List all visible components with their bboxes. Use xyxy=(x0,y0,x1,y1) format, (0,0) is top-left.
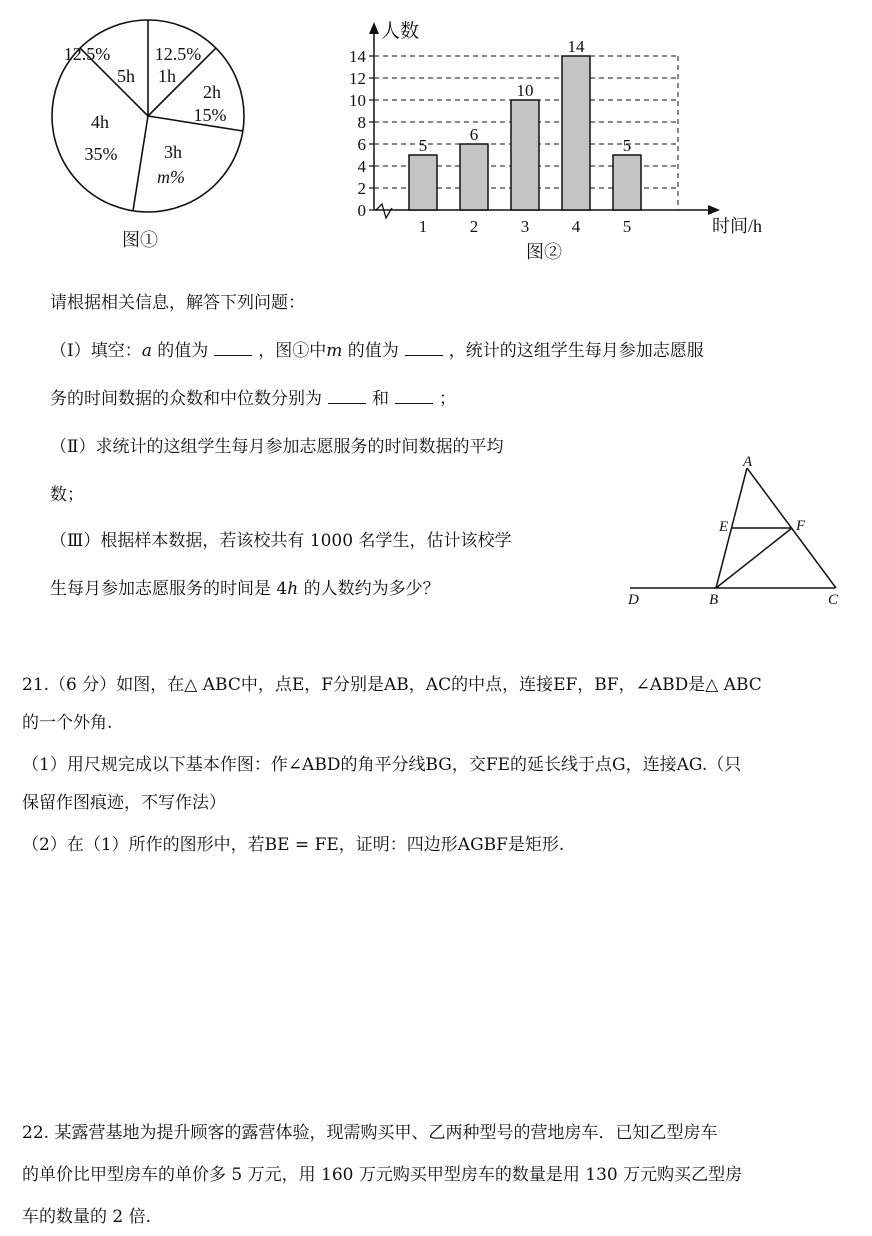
var-a: a xyxy=(141,341,152,361)
q20-part1-line2 xyxy=(50,388,456,410)
x-tick-label-5: 5 xyxy=(622,217,632,236)
var-h: h xyxy=(287,579,299,599)
y-tick-label-14: 14 xyxy=(349,47,366,66)
pie-label-2h: 2h xyxy=(203,82,221,102)
point-d-label: D xyxy=(628,592,639,608)
bar-5 xyxy=(613,155,641,210)
point-e-label: E xyxy=(719,519,729,535)
bar-label-2: 6 xyxy=(469,125,479,144)
y-tick-label-2: 2 xyxy=(357,179,366,198)
q20-part3-c: 的人数约为多少？ xyxy=(298,579,440,599)
q20-part1-g: 和 xyxy=(372,389,389,409)
x-tick-label-1: 1 xyxy=(418,217,428,236)
q20-part1-e: ，统计的这组学生每月参加志愿服 xyxy=(448,341,704,361)
blank-mode xyxy=(328,389,366,404)
x-tick-label-3: 3 xyxy=(520,217,530,236)
y-tick-label-6: 6 xyxy=(357,135,366,154)
blank-median xyxy=(395,389,433,404)
pie-label-1h: 1h xyxy=(158,66,176,86)
q20-part2-line1: （Ⅱ）求统计的这组学生每月参加志愿服务的时间数据的平均 xyxy=(50,437,504,457)
q20-part1-line1 xyxy=(50,340,704,362)
bar-4 xyxy=(562,56,590,210)
bar-2 xyxy=(460,144,488,210)
bar-label-3: 10 xyxy=(516,81,534,100)
q20-part1-f: 务的时间数据的众数和中位数分别为 xyxy=(50,389,322,409)
y-tick-label-10: 10 xyxy=(349,91,366,110)
bar-label-1: 5 xyxy=(418,136,428,155)
pie-label-3h-pct: m% xyxy=(157,167,185,187)
q20-part1-h: ； xyxy=(439,389,456,409)
bar-label-5: 5 xyxy=(622,136,632,155)
y-axis-label: 人数 xyxy=(380,21,420,42)
point-c-label: C xyxy=(828,592,839,608)
pie-chart xyxy=(40,8,260,270)
pie-label-2h-pct: 15% xyxy=(193,105,227,125)
bar-3 xyxy=(511,100,539,210)
segment-bf xyxy=(716,528,792,588)
pie-label-4h: 4h xyxy=(91,112,109,132)
point-b-label: B xyxy=(709,592,719,608)
bar-chart-caption: 图② xyxy=(526,242,562,262)
q20-part1-d: 的值为 xyxy=(342,341,399,361)
q20-part2-line2: 数； xyxy=(50,485,84,505)
pie-label-1h-pct: 12.5% xyxy=(154,44,202,64)
y-tick-label-12: 12 xyxy=(349,69,366,88)
point-f-label: F xyxy=(796,518,806,534)
q21-line4: 保留作图痕迹，不写作法） xyxy=(22,793,226,813)
q22-line1: 22. 某露营基地为提升顾客的露营体验，现需购买甲、乙两种型号的营地房车．已知乙型房车 xyxy=(22,1123,718,1143)
point-a-label: A xyxy=(743,454,753,470)
q20-part1-a: （Ⅰ）填空： xyxy=(50,341,142,361)
q22-line2: 的单价比甲型房车的单价多 5 万元，用 160 万元购买甲型房车的数量是用 130 万元购买乙型房 xyxy=(22,1165,743,1185)
q20-part3-b: 生每月参加志愿服务的时间是 4 xyxy=(50,579,288,599)
q20-part3-line2 xyxy=(50,578,440,600)
y-axis-arrow xyxy=(369,22,379,34)
q20-part1-c: ，图①中 xyxy=(258,341,327,361)
y-tick-label-8: 8 xyxy=(357,113,366,132)
geometry-figure xyxy=(620,452,860,612)
pie-label-5h: 5h xyxy=(117,66,135,86)
q20-part1-b: 的值为 xyxy=(151,341,209,361)
bar-1 xyxy=(409,155,437,210)
q21-line5: （2）在（1）所作的图形中，若BE = FE，证明：四边形AGBF是矩形. xyxy=(22,835,565,855)
q21-line2: 的一个外角. xyxy=(22,713,113,733)
x-axis-arrow xyxy=(708,205,720,215)
pie-divider-4h xyxy=(133,116,148,211)
x-tick-label-2: 2 xyxy=(469,217,479,236)
bar-label-4: 14 xyxy=(567,37,585,56)
q20-intro: 请根据相关信息，解答下列问题： xyxy=(50,293,305,313)
y-tick-label-4: 4 xyxy=(357,157,366,176)
q22-line3: 车的数量的 2 倍. xyxy=(22,1207,152,1227)
bar-chart xyxy=(330,8,770,270)
q20-part3-line1: （Ⅲ）根据样本数据，若该校共有 1000 名学生，估计该校学 xyxy=(50,531,512,551)
q21-line1: 21.（6 分）如图，在△ ABC中，点E，F分别是AB，AC的中点，连接EF，BF，∠ABD是△ ABC xyxy=(22,675,762,695)
q21-line3: （1）用尺规完成以下基本作图：作∠ABD的角平分线BG，交FE的延长线于点G，连接AG.（只 xyxy=(22,755,742,775)
pie-caption: 图① xyxy=(122,230,158,250)
x-axis-label: 时间/h xyxy=(712,216,763,236)
axis-break-icon xyxy=(376,204,392,218)
pie-label-3h: 3h xyxy=(164,142,182,162)
var-m: m xyxy=(326,341,343,361)
pie-label-4h-pct: 35% xyxy=(84,144,118,164)
y-tick-label-0: 0 xyxy=(357,201,366,220)
pie-label-5h-pct: 12.5% xyxy=(63,44,111,64)
x-tick-label-4: 4 xyxy=(571,217,581,236)
blank-m xyxy=(405,341,443,356)
blank-a xyxy=(214,341,252,356)
